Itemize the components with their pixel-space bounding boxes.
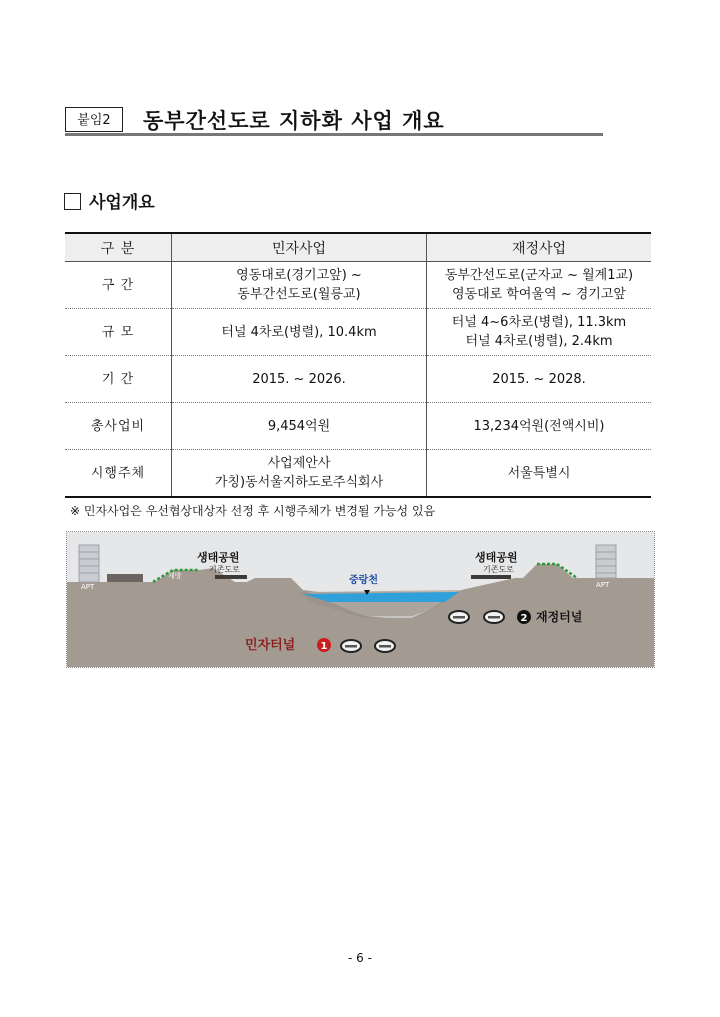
private-cell: 터널 4차로(병렬), 10.4km xyxy=(172,309,427,356)
private-cell: 9,454억원 xyxy=(172,403,427,450)
private-tunnel-label: 민자터널 xyxy=(245,638,296,653)
table-row xyxy=(65,403,651,450)
table-row xyxy=(65,450,651,498)
private-cell: 사업제안사 가칭)동서울지하도로주식회사 xyxy=(172,450,427,498)
public-cell: 2015. ~ 2028. xyxy=(427,356,652,403)
project-summary-table xyxy=(65,232,651,498)
row-label: 시행주체 xyxy=(65,450,172,498)
private-tunnel-icon xyxy=(375,640,395,652)
footnote: ※ 민자사업은 우선협상대상자 선정 후 시행주체가 변경될 가능성 있음 xyxy=(70,504,436,518)
private-cell: 2015. ~ 2026. xyxy=(172,356,427,403)
apt-left-label: APT xyxy=(81,583,95,591)
public-cell: 13,234억원(전액시비) xyxy=(427,403,652,450)
row-label: 구 간 xyxy=(65,262,172,309)
public-cell: 서울특별시 xyxy=(427,450,652,498)
existing-road-left xyxy=(215,575,247,579)
river-label: 중랑천 xyxy=(349,575,378,586)
embankment-label: 제방 xyxy=(168,572,182,580)
private-tunnel-icon xyxy=(341,640,361,652)
local-road-left xyxy=(107,574,143,582)
left-road-label: 기존도로 xyxy=(209,565,240,574)
attachment-badge: 붙임2 xyxy=(65,107,123,132)
header-private: 민자사업 xyxy=(172,233,427,262)
header-category: 구 분 xyxy=(65,233,172,262)
existing-road-right xyxy=(471,575,511,579)
public-tunnel-number: 2 xyxy=(520,613,528,624)
cross-section-svg xyxy=(67,532,654,667)
checkbox-square-icon xyxy=(64,193,81,210)
header-public: 재정사업 xyxy=(427,233,652,262)
title-underline xyxy=(65,133,603,136)
table-row xyxy=(65,309,651,356)
left-park-label: 생태공원 xyxy=(197,551,240,564)
public-tunnel-icon xyxy=(484,611,504,623)
row-label: 규 모 xyxy=(65,309,172,356)
apartment-left-icon xyxy=(79,545,99,582)
public-tunnel-label: 재정터널 xyxy=(536,610,583,624)
page-title: 동부간선도로 지하화 사업 개요 xyxy=(143,109,445,133)
row-label: 총사업비 xyxy=(65,403,172,450)
right-park-label: 생태공원 xyxy=(475,551,518,564)
apt-right-label: APT xyxy=(596,581,610,589)
cross-section-diagram xyxy=(66,531,655,668)
private-tunnel-number: 1 xyxy=(320,641,328,652)
table-row xyxy=(65,356,651,403)
table-header-row xyxy=(65,233,651,262)
section-title: 사업개요 xyxy=(89,193,155,213)
public-tunnel-icon xyxy=(449,611,469,623)
right-road-label: 기존도로 xyxy=(483,565,514,574)
public-cell: 터널 4~6차로(병렬), 11.3km 터널 4차로(병렬), 2.4km xyxy=(427,309,652,356)
table-row xyxy=(65,262,651,309)
page-number: - 6 - xyxy=(348,951,372,965)
section-heading xyxy=(64,188,155,213)
private-cell: 영동대로(경기고앞) ~ 동부간선도로(월릉교) xyxy=(172,262,427,309)
title-bar xyxy=(65,103,603,136)
row-label: 기 간 xyxy=(65,356,172,403)
public-cell: 동부간선도로(군자교 ~ 월계1교) 영동대로 학여울역 ~ 경기고앞 xyxy=(427,262,652,309)
